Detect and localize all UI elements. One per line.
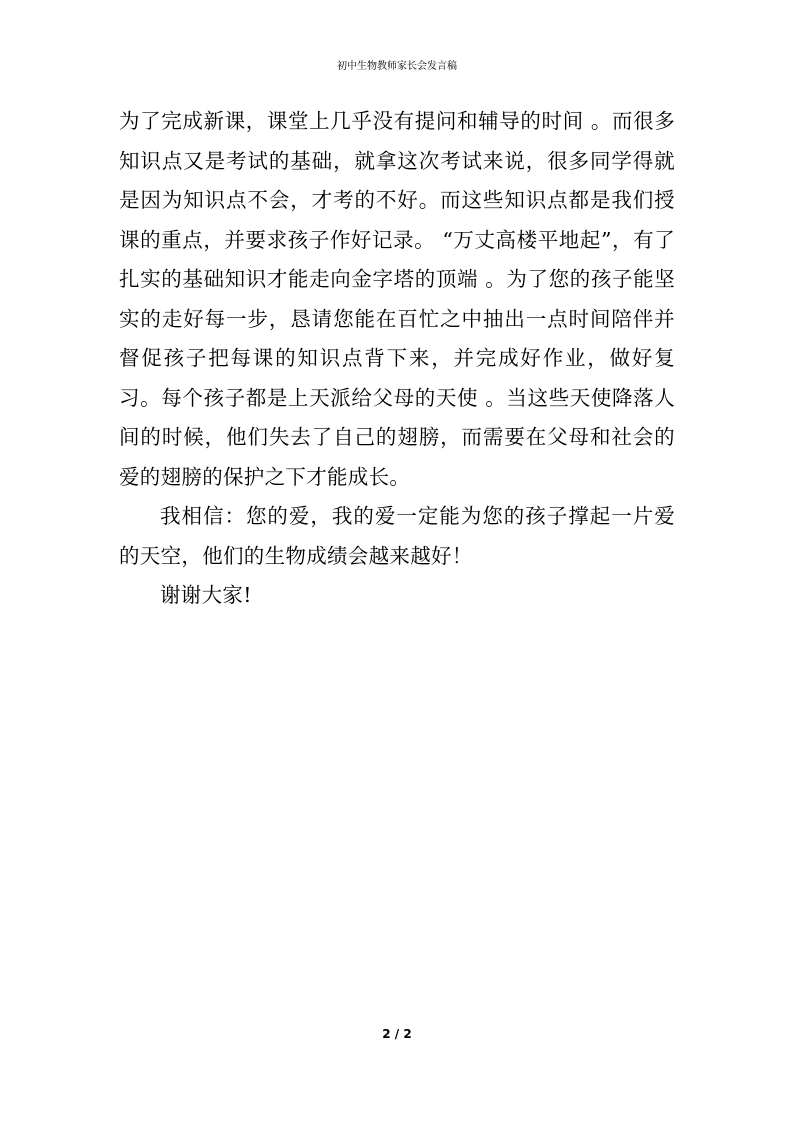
body-paragraph-1: 为了完成新课，课堂上几乎没有提问和辅导的时间 。而很多知识点又是考试的基础，就拿这次考试来说，很多同学得就是因为知识点不会，才考的不好。而这些知识点都是我们授课的重点，并要求孩子作好记录。 “万丈高楼平地起”，有了扎实的基础知识才能走向金字塔的顶端 。为了您的孩子能坚实的走好每一步，恳请您能在百忙之中抽出一点时间陪伴并督促孩子把每课的知识点背下来，并完成好作业，做好复习。每个孩子都是上天派给父母的天使 。当这些天使降落人间的时候，他们失去了自己的翅膀，而需要在父母和社会的爱的翅膀的保护之下才能成长。 [119,109,675,489]
page-number: 2 / 2 [382,1027,412,1041]
page-footer [0,1026,794,1042]
header-rule [120,80,674,81]
closing-line: 谢谢大家! [160,583,252,607]
page-header [0,60,794,74]
document-body [119,102,675,616]
body-paragraph-2: 我相信：您的爱，我的爱一定能为您的孩子撑起一片爱的天空，他们的生物成绩会越来越好！ [119,504,675,568]
document-title: 初中生物教师家长会发言稿 [337,61,457,72]
